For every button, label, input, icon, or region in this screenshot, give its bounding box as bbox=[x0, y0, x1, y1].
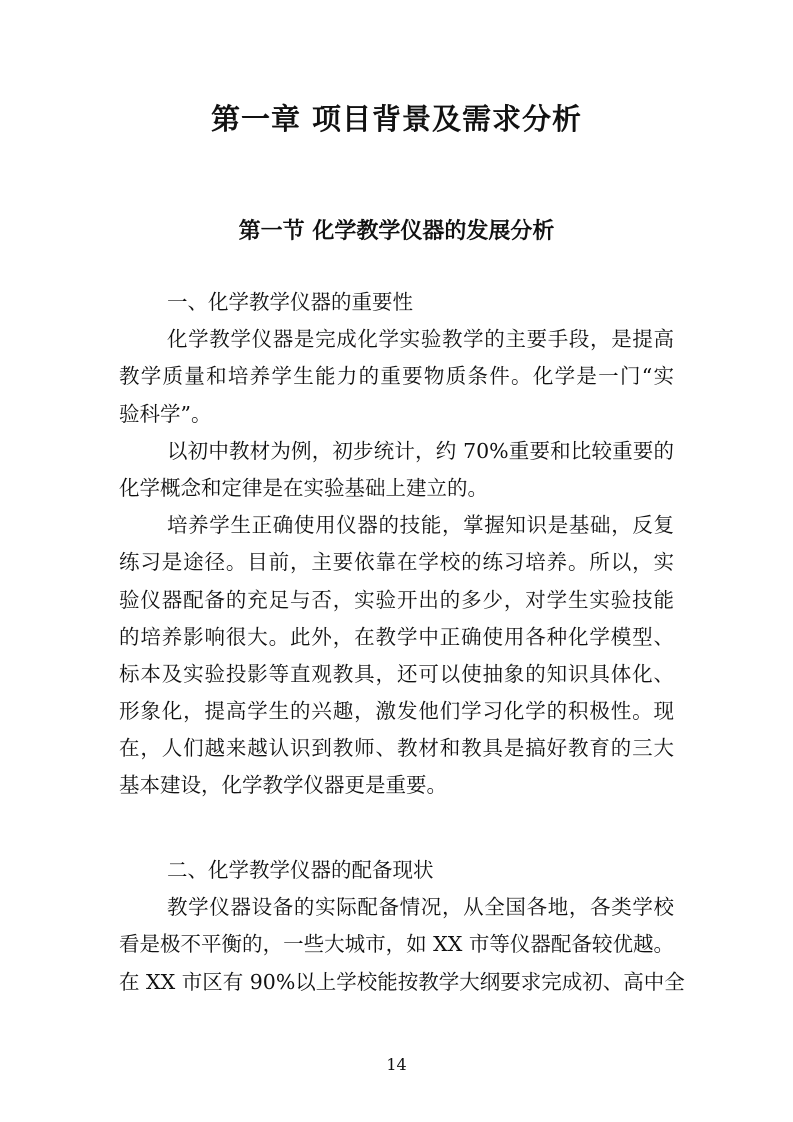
chapter-title: 第一章 项目背景及需求分析 bbox=[210, 102, 583, 136]
part2-heading: 二、化学教学仪器的配备现状 bbox=[167, 858, 434, 882]
part1-body bbox=[119, 284, 674, 805]
page-number: 14 bbox=[386, 1055, 407, 1074]
paragraph-line: 教学质量和培养学生能力的重要物质条件。化学是一门“实 bbox=[119, 364, 674, 389]
paragraph-line: 形象化，提高学生的兴趣，激发他们学习化学的积极性。现 bbox=[119, 699, 674, 724]
paragraph-line: 练习是途径。目前，主要依靠在学校的练习培养。所以，实 bbox=[119, 550, 674, 575]
paragraph-line: 化学教学仪器是完成化学实验教学的主要手段，是提高 bbox=[167, 327, 674, 352]
paragraph-line: 培养学生正确使用仪器的技能，掌握知识是基础，反复 bbox=[167, 513, 674, 538]
part1-heading: 一、化学教学仪器的重要性 bbox=[167, 290, 413, 314]
paragraph-line: 的培养影响很大。此外，在教学中正确使用各种化学模型、 bbox=[119, 624, 674, 649]
paragraph-line: 标本及实验投影等直观教具，还可以使抽象的知识具体化、 bbox=[119, 661, 674, 686]
paragraph-line: 验仪器配备的充足与否，实验开出的多少，对学生实验技能 bbox=[119, 587, 674, 612]
section-title: 第一节 化学教学仪器的发展分析 bbox=[238, 218, 555, 244]
paragraph-line: 看是极不平衡的，一些大城市，如 XX 市等仪器配备较优越。 bbox=[119, 932, 674, 957]
part2-body bbox=[119, 852, 685, 1001]
paragraph-line: 以初中教材为例，初步统计，约 70%重要和比较重要的 bbox=[167, 438, 674, 463]
paragraph-line: 化学概念和定律是在实验基础上建立的。 bbox=[119, 475, 488, 500]
paragraph-line: 在 XX 市区有 90%以上学校能按教学大纲要求完成初、高中全 bbox=[119, 969, 685, 994]
paragraph-line: 教学仪器设备的实际配备情况，从全国各地，各类学校 bbox=[167, 895, 674, 920]
paragraph-line: 验科学”。 bbox=[119, 401, 212, 426]
paragraph-line: 基本建设，化学教学仪器更是重要。 bbox=[119, 773, 447, 798]
paragraph-line: 在，人们越来越认识到教师、教材和教具是搞好教育的三大 bbox=[119, 736, 674, 761]
